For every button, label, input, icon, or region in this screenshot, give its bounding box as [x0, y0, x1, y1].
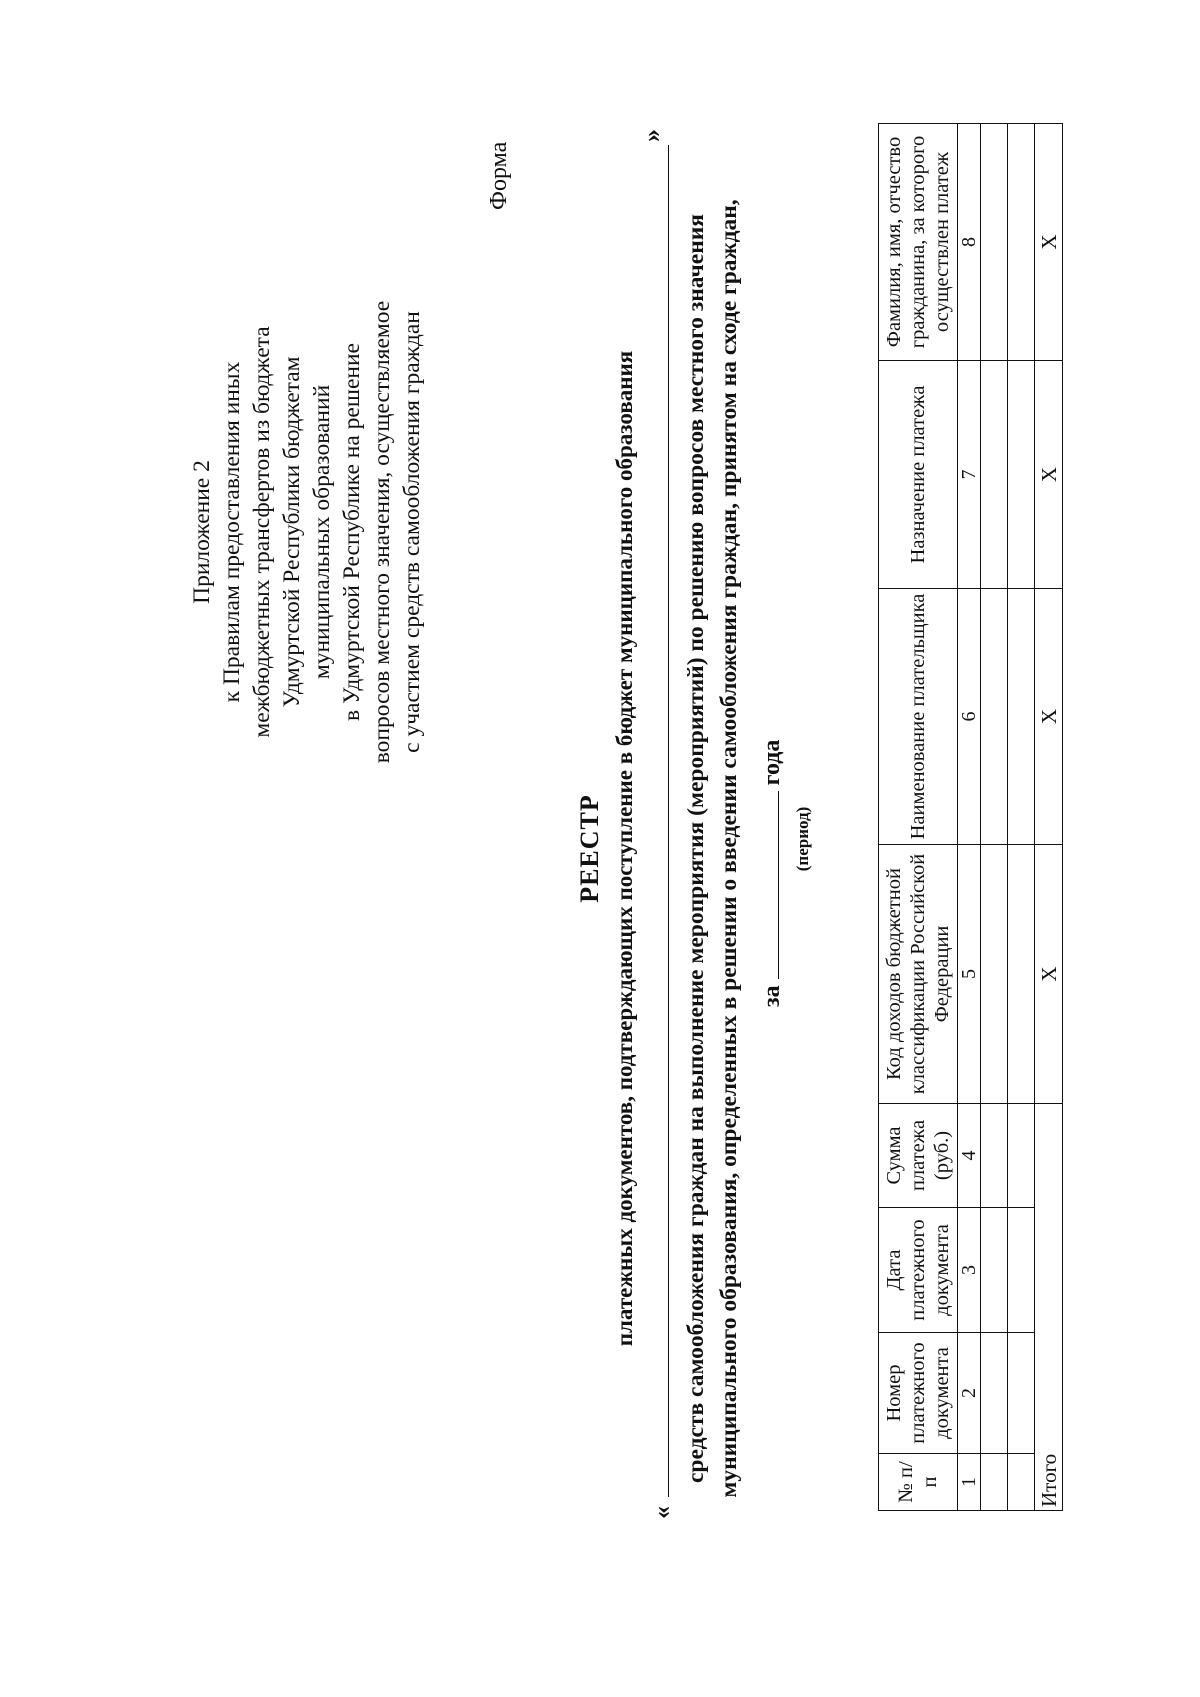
column-number: 4 — [958, 1104, 981, 1208]
form-label: Форма — [486, 141, 512, 210]
header-cell: № п/п — [879, 1454, 958, 1511]
appendix-line: к Правилам предоставления иных — [219, 361, 245, 703]
table-row — [1008, 124, 1035, 1511]
table-cell — [1008, 1454, 1035, 1511]
appendix-line: муниципальных образований — [309, 384, 335, 680]
total-mark: X — [1035, 361, 1063, 589]
header-cell: Наименование плательщика — [879, 589, 958, 845]
appendix-line: Удмуртской Республики бюджетам — [279, 356, 305, 708]
table-cell — [981, 361, 1008, 589]
table-column-number-row — [958, 124, 981, 1511]
table-cell — [981, 1333, 1008, 1454]
period-note: (период) — [793, 806, 812, 872]
document-title: РЕЕСТР — [575, 794, 604, 903]
table-cell — [981, 124, 1008, 361]
table-cell — [1008, 845, 1035, 1104]
column-number: 3 — [958, 1208, 981, 1333]
period-prefix: за — [759, 985, 785, 1007]
quote-open: « — [647, 1506, 676, 1519]
header-cell: Назначение платежа — [879, 361, 958, 589]
table-cell — [981, 1208, 1008, 1333]
table-cell — [981, 1104, 1008, 1208]
header-cell: Сумма платежа (руб.) — [879, 1104, 958, 1208]
table-cell — [1008, 124, 1035, 361]
table-cell — [981, 1454, 1008, 1511]
period-blank-line — [756, 791, 779, 979]
appendix-line: в Удмуртской Республике на решение — [339, 343, 365, 721]
table-row — [981, 124, 1008, 1511]
header-cell: Код доходов бюджетной классификации Российской Федерации — [879, 845, 958, 1104]
column-number: 6 — [958, 589, 981, 845]
column-number: 8 — [958, 124, 981, 361]
appendix-line: Приложение 2 — [189, 460, 215, 604]
appendix-line: межбюджетных трансфертов из бюджета — [249, 326, 275, 738]
table-cell — [1008, 589, 1035, 845]
column-number: 2 — [958, 1333, 981, 1454]
period-suffix: года — [759, 739, 785, 786]
table-total-row — [1035, 124, 1063, 1511]
table-header-row — [879, 124, 958, 1511]
header-cell: Фамилия, имя, отчество гражданина, за которого осуществлен платеж — [879, 124, 958, 361]
municipality-name-blank-line — [668, 145, 669, 1497]
purpose-line: муниципального образования, определенных в решении о введении самообложения граждан, принятом на сходе граждан, — [716, 199, 742, 1498]
appendix-line: вопросов местного значения, осуществляемое — [369, 300, 395, 764]
registry-table — [878, 123, 1063, 1511]
total-mark: X — [1035, 845, 1063, 1104]
column-number: 5 — [958, 845, 981, 1104]
column-number: 1 — [958, 1454, 981, 1511]
total-label: Итого — [1035, 1104, 1063, 1511]
appendix-line: с участием средств самообложения граждан — [399, 311, 425, 753]
quote-close: » — [637, 129, 666, 142]
table-cell — [981, 845, 1008, 1104]
table-cell — [1008, 1104, 1035, 1208]
appendix-block — [187, 272, 427, 792]
total-mark: X — [1035, 589, 1063, 845]
header-cell: Номер платежного документа — [879, 1333, 958, 1454]
table-cell — [981, 589, 1008, 845]
table-cell — [1008, 1333, 1035, 1454]
purpose-line: средств самообложения граждан на выполнение мероприятия (мероприятий) по решению вопросов местного значения — [683, 213, 709, 1484]
table-cell — [1008, 361, 1035, 589]
purpose-text — [680, 0, 746, 1697]
header-cell: Дата платежного документа — [879, 1208, 958, 1333]
table-cell — [1008, 1208, 1035, 1333]
document-subtitle: платежных документов, подтверждающих поступление в бюджет муниципального образования — [612, 350, 637, 1347]
column-number: 7 — [958, 361, 981, 589]
period-row — [756, 740, 786, 1007]
total-mark: X — [1035, 124, 1063, 361]
